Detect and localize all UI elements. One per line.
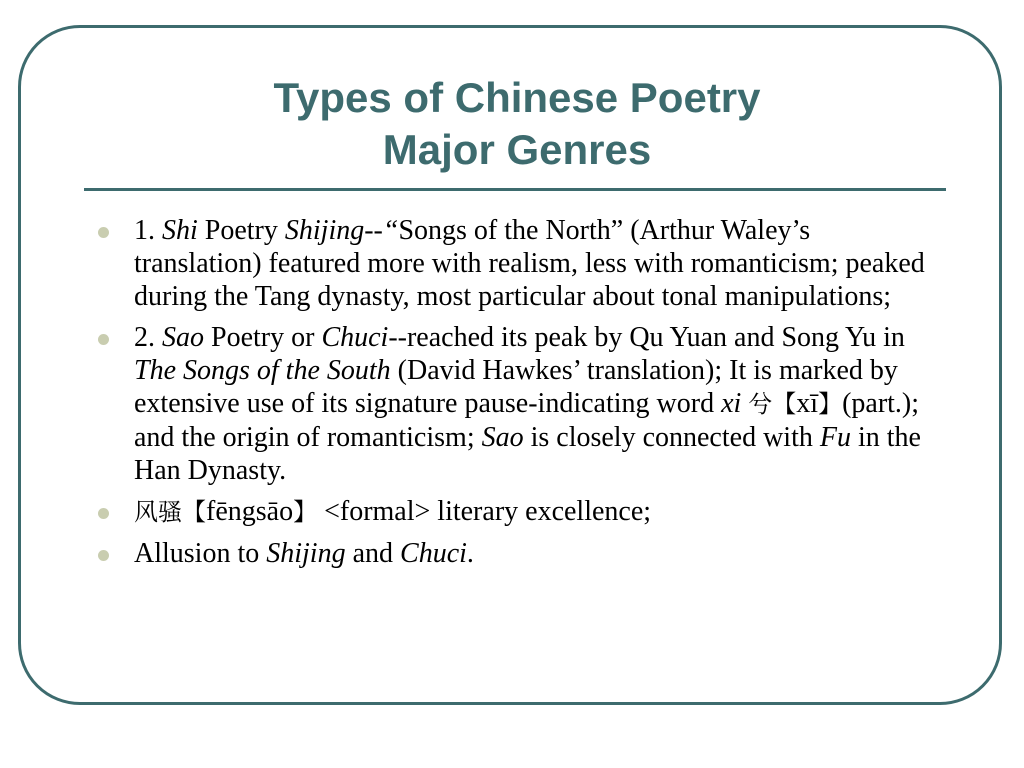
bullet-text: Poetry or bbox=[204, 322, 322, 353]
bullet-text: 2. bbox=[134, 322, 162, 353]
term-sao: Sao bbox=[162, 322, 204, 353]
chinese-bracket: 】 bbox=[818, 390, 843, 418]
bullet-sao-poetry bbox=[96, 321, 936, 487]
title-line-1: Types of Chinese Poetry bbox=[273, 74, 761, 121]
chinese-characters: 风骚【 bbox=[134, 498, 206, 526]
term-chuci: Chuci bbox=[321, 322, 389, 353]
bullet-shi-poetry bbox=[96, 214, 936, 313]
term-shi: Shi bbox=[162, 215, 198, 246]
chinese-bracket: 】 bbox=[293, 498, 318, 526]
bullet-fengsao bbox=[96, 495, 936, 529]
bullet-text: --reached its peak by Qu Yuan and Song Yu in bbox=[388, 322, 905, 353]
title-line-2: Major Genres bbox=[382, 126, 652, 173]
bullet-text: <formal> literary excellence; bbox=[317, 496, 652, 527]
slide-title bbox=[80, 72, 954, 176]
bullet-text: Allusion to bbox=[134, 538, 267, 569]
bullet-text: is closely connected with bbox=[523, 422, 820, 453]
bullet-text: and bbox=[345, 538, 401, 569]
bullet-text: (part.); and the origin of romanticism; bbox=[134, 388, 920, 453]
term-xi: xi bbox=[721, 388, 742, 419]
bullet-text: (David Hawkes’ translation); It is marked by extensive use of its signature pause-indicating word bbox=[134, 355, 898, 419]
bullet-dot-icon bbox=[98, 550, 109, 561]
pinyin: xī bbox=[796, 388, 819, 419]
bullet-text: in the Han Dynasty. bbox=[134, 422, 921, 486]
bullet-dot-icon bbox=[98, 334, 109, 345]
term-sao: Sao bbox=[481, 422, 524, 453]
bullet-dot-icon bbox=[98, 227, 109, 238]
bullet-allusion bbox=[96, 537, 936, 570]
term-shijing: Shijing bbox=[266, 538, 346, 569]
bullet-text: Poetry bbox=[197, 215, 285, 246]
book-title: The Songs of the South bbox=[134, 355, 391, 386]
bullet-dot-icon bbox=[98, 508, 109, 519]
term-chuci: Chuci bbox=[400, 538, 467, 569]
pinyin: fēngsāo bbox=[206, 496, 294, 527]
bullet-list bbox=[96, 214, 936, 578]
chinese-characters: 兮【 bbox=[748, 390, 797, 418]
term-shijing: Shijing--“ bbox=[284, 215, 399, 246]
term-fu: Fu bbox=[819, 422, 851, 453]
title-divider bbox=[84, 188, 946, 191]
bullet-text: 1. bbox=[134, 215, 162, 246]
bullet-text: Songs of the North” (Arthur Waley’s translation) featured more with realism, less with romanticism; peaked during the Tang dynasty, most particular about tonal manipulations; bbox=[134, 215, 925, 312]
bullet-text: . bbox=[466, 538, 474, 569]
